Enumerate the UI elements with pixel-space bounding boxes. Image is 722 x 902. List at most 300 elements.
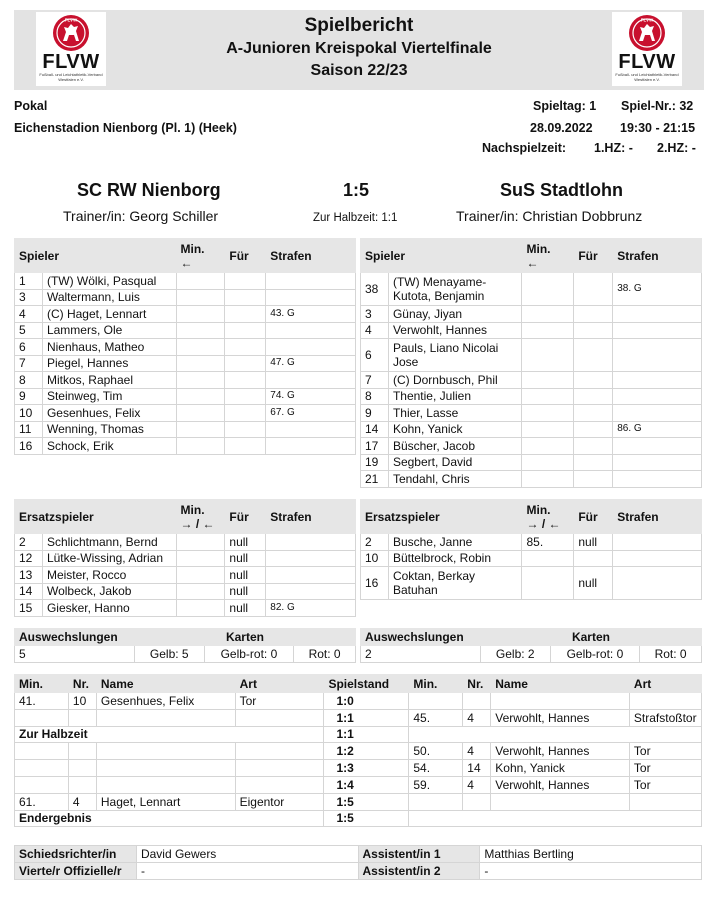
- player-number: 10: [15, 405, 43, 422]
- player-number: 3: [361, 306, 389, 323]
- subs-header-min: Min. → / ←: [176, 500, 225, 534]
- player-sub-minute: [522, 405, 574, 422]
- player-number: 4: [15, 306, 43, 323]
- home-goal-minute: [15, 776, 69, 793]
- match-time: 19:30 - 21:15: [620, 121, 696, 135]
- goals-header-nr: Nr.: [463, 675, 491, 693]
- player-number: 38: [361, 273, 389, 306]
- final-row: [15, 810, 702, 827]
- player-sub-minute: [522, 388, 574, 405]
- player-sub-minute: [522, 454, 574, 471]
- away-goal-minute: 45.: [409, 709, 463, 726]
- goal-score: 1:2: [324, 743, 409, 760]
- player-sub-minute: [176, 355, 225, 372]
- player-number: 5: [15, 322, 43, 339]
- sub-penalty: [613, 567, 702, 600]
- player-sub-minute: [522, 273, 574, 306]
- player-sub-minute: [176, 405, 225, 422]
- sub-penalty: [613, 534, 702, 551]
- player-sub-minute: [176, 388, 225, 405]
- goal-score: 1:4: [324, 776, 409, 793]
- table-row: [15, 322, 356, 339]
- table-row: [15, 583, 356, 600]
- sub-number: 14: [15, 583, 43, 600]
- table-row: [361, 454, 702, 471]
- goals-header-score: Spielstand: [324, 675, 409, 693]
- player-name-line: Jose: [392, 355, 419, 369]
- goal-score: 1:0: [324, 693, 409, 710]
- subs-header-penalties: Strafen: [266, 500, 356, 534]
- sub-name: Giesker, Hanno: [42, 600, 176, 617]
- player-name: (TW) Wölki, Pasqual: [42, 273, 176, 290]
- report-title: Spielbericht: [304, 15, 414, 36]
- player-number: 6: [15, 339, 43, 356]
- sub-name-line: Büttelbrock, Robin: [392, 551, 492, 566]
- player-sub-minute: [522, 471, 574, 488]
- player-sub-minute: [176, 372, 225, 389]
- table-row: [15, 743, 702, 760]
- away-goal-number: 4: [463, 776, 491, 793]
- player-name-line: Thentie, Julien: [392, 389, 471, 404]
- sub-for: null: [574, 567, 613, 600]
- summary-header-cards: Karten: [134, 629, 355, 646]
- player-sub-minute: [176, 273, 225, 290]
- table-row: [15, 600, 356, 617]
- player-penalty: [613, 339, 702, 372]
- player-name-line: Günay, Jiyan: [392, 306, 463, 321]
- home-team-name: SC RW Nienborg: [77, 180, 221, 200]
- table-row: [361, 421, 702, 438]
- summary-header-subs: Auswechslungen: [361, 629, 481, 646]
- away-trainer: Trainer/in: Christian Dobbrunz: [456, 208, 643, 224]
- final-row-filler: [409, 810, 702, 827]
- sub-penalty: [266, 534, 356, 551]
- sub-minute: [522, 550, 574, 567]
- player-penalty: [266, 339, 356, 356]
- away-goal-type: Tor: [629, 743, 701, 760]
- away-goal-number: 4: [463, 709, 491, 726]
- player-name-line: Tendahl, Chris: [392, 471, 470, 486]
- assistant1-name: Matthias Bertling: [480, 846, 702, 863]
- final-score: 1:5: [343, 180, 370, 200]
- away-goal-minute: 54.: [409, 760, 463, 777]
- away-goal-scorer: [491, 693, 630, 710]
- player-penalty: [613, 405, 702, 422]
- player-penalty: 43. G: [266, 306, 356, 323]
- sub-name-line: Batuhan: [392, 583, 438, 597]
- home-trainer: Trainer/in: Georg Schiller: [63, 208, 219, 224]
- away-goal-number: [463, 793, 491, 810]
- player-sub-minute: [522, 339, 574, 372]
- player-sub-for: [574, 339, 613, 372]
- away-goal-scorer: Verwohlt, Hannes: [491, 709, 630, 726]
- table-row: [361, 438, 702, 455]
- player-sub-minute: [522, 322, 574, 339]
- away-goal-number: 14: [463, 760, 491, 777]
- home-goal-minute: [15, 743, 69, 760]
- away-substitutes-table: [360, 499, 702, 600]
- player-sub-for: [225, 355, 266, 372]
- sub-minute: [176, 534, 225, 551]
- sub-name-line: Busche, Janne: [392, 534, 473, 549]
- player-penalty: [613, 306, 702, 323]
- home-goal-type: [235, 743, 324, 760]
- table-row: [15, 693, 702, 710]
- sub-number: 10: [361, 550, 389, 567]
- table-row: [15, 421, 356, 438]
- player-sub-minute: [176, 339, 225, 356]
- player-number: 19: [361, 454, 389, 471]
- player-penalty: [613, 471, 702, 488]
- home-goal-type: [235, 760, 324, 777]
- player-penalty: 86. G: [613, 421, 702, 438]
- goals-header-min: Min.: [409, 675, 463, 693]
- away-goal-minute: 59.: [409, 776, 463, 793]
- sub-penalty: [266, 567, 356, 584]
- player-sub-for: [225, 438, 266, 455]
- home-goal-minute: 61.: [15, 793, 69, 810]
- player-name: Piegel, Hannes: [42, 355, 176, 372]
- home-goal-scorer: [96, 709, 235, 726]
- summary-header-cards: Karten: [480, 629, 701, 646]
- sub-name: Meister, Rocco: [42, 567, 176, 584]
- player-penalty: [266, 372, 356, 389]
- logo-text: FLVW: [618, 51, 676, 73]
- player-number: 14: [361, 421, 389, 438]
- away-goal-type: [629, 793, 701, 810]
- player-penalty: [613, 322, 702, 339]
- away-goal-scorer: Kohn, Yanick: [491, 760, 630, 777]
- home-red-count: Rot: 0: [294, 646, 356, 663]
- table-row: [361, 405, 702, 422]
- player-sub-for: [574, 421, 613, 438]
- final-row-score: 1:5: [324, 810, 409, 827]
- player-number: 17: [361, 438, 389, 455]
- flvw-emblem-icon: [628, 14, 666, 52]
- away-lineup-table: [360, 238, 702, 488]
- sub-penalty: [266, 583, 356, 600]
- away-goal-number: [463, 693, 491, 710]
- player-number: 1: [15, 273, 43, 290]
- sub-name: [388, 567, 522, 600]
- table-row: [361, 471, 702, 488]
- home-goal-scorer: [96, 776, 235, 793]
- sub-name-line: Coktan, Berkay: [392, 569, 475, 583]
- home-goal-number: 10: [68, 693, 96, 710]
- table-row: [15, 289, 356, 306]
- player-name-line: Thier, Lasse: [392, 405, 459, 420]
- away-goal-type: [629, 693, 701, 710]
- sub-name: Wolbeck, Jakob: [42, 583, 176, 600]
- player-sub-minute: [522, 372, 574, 389]
- player-name: Lammers, Ole: [42, 322, 176, 339]
- away-goal-minute: 50.: [409, 743, 463, 760]
- goals-header-type: Art: [629, 675, 701, 693]
- player-sub-for: [225, 322, 266, 339]
- subs-header-for: Für: [574, 500, 613, 534]
- player-name: [388, 372, 522, 389]
- player-number: 16: [15, 438, 43, 455]
- flvw-logo-right: [612, 12, 682, 86]
- player-penalty: [266, 438, 356, 455]
- player-sub-for: [574, 454, 613, 471]
- player-sub-minute: [522, 306, 574, 323]
- player-sub-minute: [176, 322, 225, 339]
- table-row: [15, 550, 356, 567]
- player-sub-for: [225, 372, 266, 389]
- subs-header-min: Min. → / ←: [522, 500, 574, 534]
- table-row: [15, 776, 702, 793]
- player-name-line: Büscher, Jacob: [392, 438, 476, 453]
- away-yellow-count: Gelb: 2: [480, 646, 550, 663]
- sub-minute: [522, 567, 574, 600]
- sub-number: 15: [15, 600, 43, 617]
- sub-for: [574, 550, 613, 567]
- subs-header-player: Ersatzspieler: [15, 500, 177, 534]
- table-row: [15, 372, 356, 389]
- player-name-line: (TW) Menayame-: [392, 275, 487, 289]
- halftime-row-score: 1:1: [324, 726, 409, 743]
- player-name: Wenning, Thomas: [42, 421, 176, 438]
- player-name: Gesenhues, Felix: [42, 405, 176, 422]
- home-sub-count: 5: [15, 646, 135, 663]
- home-goal-type: Tor: [235, 693, 324, 710]
- sub-number: 13: [15, 567, 43, 584]
- stoppage-time-label: Nachspielzeit:: [482, 141, 567, 155]
- player-name: [388, 388, 522, 405]
- player-name: Schock, Erik: [42, 438, 176, 455]
- player-name: Nienhaus, Matheo: [42, 339, 176, 356]
- player-name: Waltermann, Luis: [42, 289, 176, 306]
- report-header: [14, 10, 704, 90]
- sub-name: Lütke-Wissing, Adrian: [42, 550, 176, 567]
- lineup-header-min: Min. ←: [176, 239, 225, 273]
- lineup-header-for: Für: [574, 239, 613, 273]
- player-sub-for: [574, 438, 613, 455]
- player-name-line: Kutota, Benjamin: [392, 289, 485, 303]
- sub-for: null: [225, 583, 266, 600]
- lineup-header-penalties: Strafen: [613, 239, 702, 273]
- player-sub-minute: [522, 438, 574, 455]
- player-name: (C) Haget, Lennart: [42, 306, 176, 323]
- goals-header-nr: Nr.: [68, 675, 96, 693]
- svg-text:FLVW: FLVW: [640, 17, 654, 23]
- player-penalty: [613, 438, 702, 455]
- away-summary-table: [360, 628, 702, 663]
- away-goal-minute: [409, 793, 463, 810]
- player-penalty: 74. G: [266, 388, 356, 405]
- goal-score: 1:1: [324, 709, 409, 726]
- player-name: [388, 306, 522, 323]
- table-row: [15, 339, 356, 356]
- player-sub-for: [574, 306, 613, 323]
- player-sub-for: [574, 322, 613, 339]
- away-goal-scorer: Verwohlt, Hannes: [491, 743, 630, 760]
- home-goal-scorer: Haget, Lennart: [96, 793, 235, 810]
- sub-name: [388, 534, 522, 551]
- player-number: 4: [361, 322, 389, 339]
- stoppage-first-half: 1.HZ: -: [594, 141, 633, 155]
- away-team-name: SuS Stadtlohn: [500, 180, 623, 200]
- home-goal-scorer: [96, 743, 235, 760]
- lineup-header-min: Min. ←: [522, 239, 574, 273]
- assistant2-name: -: [480, 863, 702, 880]
- sub-penalty: [613, 550, 702, 567]
- fourth-official-label: Vierte/r Offizielle/r: [15, 863, 137, 880]
- sub-penalty: [266, 550, 356, 567]
- goals-table: [14, 674, 702, 827]
- player-name-line: Kohn, Yanick: [392, 422, 463, 437]
- halftime-row-label: Zur Halbzeit: [15, 726, 324, 743]
- player-number: 9: [361, 405, 389, 422]
- sub-for: null: [225, 534, 266, 551]
- lineup-header-player: Spieler: [15, 239, 177, 273]
- away-goal-minute: [409, 693, 463, 710]
- player-sub-for: [225, 306, 266, 323]
- subs-header-for: Für: [225, 500, 266, 534]
- player-sub-for: [225, 405, 266, 422]
- sub-minute: [176, 600, 225, 617]
- sub-penalty: 82. G: [266, 600, 356, 617]
- home-goal-minute: [15, 760, 69, 777]
- home-goal-type: Eigentor: [235, 793, 324, 810]
- player-penalty: [613, 372, 702, 389]
- player-name: [388, 421, 522, 438]
- sub-for: null: [225, 550, 266, 567]
- player-sub-for: [225, 289, 266, 306]
- goals-header-min: Min.: [15, 675, 69, 693]
- table-row: [15, 760, 702, 777]
- table-row: [15, 793, 702, 810]
- player-number: 9: [15, 388, 43, 405]
- away-goal-type: Tor: [629, 776, 701, 793]
- player-name: Mitkos, Raphael: [42, 372, 176, 389]
- player-name: [388, 438, 522, 455]
- sub-number: 16: [361, 567, 389, 600]
- table-row: [361, 372, 702, 389]
- sub-minute: 85.: [522, 534, 574, 551]
- player-penalty: [266, 421, 356, 438]
- table-row: [15, 567, 356, 584]
- home-yellow-count: Gelb: 5: [134, 646, 204, 663]
- sub-number: 2: [361, 534, 389, 551]
- goals-header-type: Art: [235, 675, 324, 693]
- match-type: Pokal: [14, 99, 48, 113]
- away-goal-type: Strafstoßtor: [629, 709, 701, 726]
- table-row: [361, 388, 702, 405]
- player-name: [388, 322, 522, 339]
- table-row: [15, 273, 356, 290]
- player-sub-minute: [176, 306, 225, 323]
- home-goal-scorer: [96, 760, 235, 777]
- lineup-header-for: Für: [225, 239, 266, 273]
- assistant2-label: Assistent/in 2: [358, 863, 480, 880]
- lineup-header-penalties: Strafen: [266, 239, 356, 273]
- player-sub-minute: [176, 289, 225, 306]
- home-goal-minute: 41.: [15, 693, 69, 710]
- referee-name: David Gewers: [136, 846, 358, 863]
- home-goal-number: 4: [68, 793, 96, 810]
- table-row: [361, 322, 702, 339]
- player-number: 21: [361, 471, 389, 488]
- competition-title: A-Junioren Kreispokal Viertelfinale: [226, 40, 492, 57]
- goals-header-name: Name: [491, 675, 630, 693]
- home-summary-table: [14, 628, 356, 663]
- goal-score: 1:5: [324, 793, 409, 810]
- player-name-line: Pauls, Liano Nicolai: [392, 341, 499, 355]
- logo-text: FLVW: [42, 51, 100, 73]
- player-penalty: [613, 388, 702, 405]
- home-substitutes-table: [14, 499, 356, 617]
- table-row: [361, 339, 702, 372]
- player-name-line: Verwohlt, Hannes: [392, 323, 488, 338]
- player-penalty: 67. G: [266, 405, 356, 422]
- player-sub-for: [574, 372, 613, 389]
- player-name: [388, 405, 522, 422]
- away-goal-number: 4: [463, 743, 491, 760]
- sub-name: [388, 550, 522, 567]
- player-number: 8: [15, 372, 43, 389]
- player-sub-minute: [176, 438, 225, 455]
- player-sub-for: [225, 388, 266, 405]
- player-sub-minute: [176, 421, 225, 438]
- player-name: [388, 273, 522, 306]
- away-sub-count: 2: [361, 646, 481, 663]
- player-sub-for: [574, 388, 613, 405]
- table-row: [361, 567, 702, 600]
- sub-number: 2: [15, 534, 43, 551]
- subs-header-player: Ersatzspieler: [361, 500, 522, 534]
- player-sub-for: [225, 339, 266, 356]
- goals-header-name: Name: [96, 675, 235, 693]
- away-goal-scorer: [491, 793, 630, 810]
- player-penalty: [613, 454, 702, 471]
- summary-header-subs: Auswechslungen: [15, 629, 135, 646]
- match-number: Spiel-Nr.: 32: [621, 99, 694, 113]
- player-sub-for: [225, 273, 266, 290]
- sub-name: Schlichtmann, Bernd: [42, 534, 176, 551]
- table-row: [361, 550, 702, 567]
- home-lineup-table: [14, 238, 356, 455]
- subs-header-penalties: Strafen: [613, 500, 702, 534]
- table-row: [361, 273, 702, 306]
- player-number: 6: [361, 339, 389, 372]
- matchday: Spieltag: 1: [533, 99, 597, 113]
- goal-score: 1:3: [324, 760, 409, 777]
- sub-for: null: [574, 534, 613, 551]
- table-row: [15, 388, 356, 405]
- player-penalty: [266, 289, 356, 306]
- player-number: 8: [361, 388, 389, 405]
- home-yellowred-count: Gelb-rot: 0: [204, 646, 294, 663]
- player-name: [388, 454, 522, 471]
- logo-subtext: Fußball- und Leichtathletik-Verband Westfalen e.V.: [39, 72, 103, 82]
- match-date: 28.09.2022: [530, 121, 593, 135]
- player-penalty: 47. G: [266, 355, 356, 372]
- player-sub-for: [574, 471, 613, 488]
- player-name: [388, 339, 522, 372]
- table-row: [15, 534, 356, 551]
- player-name: Steinweg, Tim: [42, 388, 176, 405]
- sub-minute: [176, 567, 225, 584]
- player-penalty: [266, 273, 356, 290]
- table-row: [15, 405, 356, 422]
- svg-text:FLVW: FLVW: [64, 17, 78, 23]
- player-name: [388, 471, 522, 488]
- away-red-count: Rot: 0: [640, 646, 702, 663]
- halftime-row-filler: [409, 726, 702, 743]
- player-number: 7: [15, 355, 43, 372]
